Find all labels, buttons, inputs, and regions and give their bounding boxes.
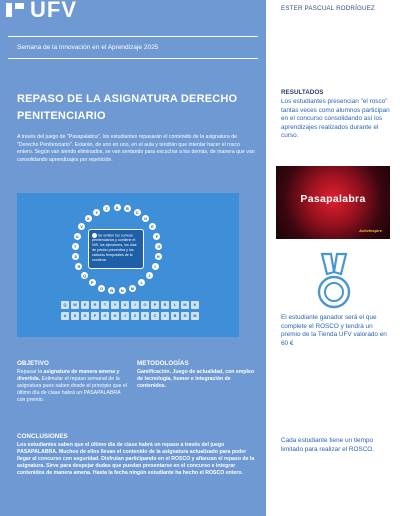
page-title: REPASO DE LA ASIGNATURA DERECHO PENITENCIARIO [17,93,238,122]
resultados-text: Los estudiantes presencian "el rosco" tantas veces como alumnos participan en el concurso consolidando así los aprendizajes realizados durante el curso. [281,98,390,140]
pasapalabra-logo-image [276,166,390,239]
keyboard-key: H [111,312,119,320]
keyboard-key: U [121,301,129,309]
ufv-logo-icon [4,1,26,19]
metodologias-heading: METODOLOGÍAS [137,360,189,367]
intro-paragraph: A través del juego de "Pasapalabra", los estudiantes repasarán el contenido de la asignatura de "Derecho Penitenciario". Estarán, de uno en uno, en el aula y tendrán que intentar hacer el rosco entero. Según van siendo eliminados, se van sentando para escuchar a los demás, de manera que van consolidando aprendizajes por repetición. [17,134,255,163]
rosco-letter: Ñ [108,287,115,294]
objetivo-body: Estimular el repaso semanal de la asignatura pues saben desde el principio que el último día de clase habrá un PASAPALABRA con premio. [17,376,127,403]
rosco-letter: X [85,215,92,222]
medal-icon [311,252,357,312]
ufv-logo [4,0,77,20]
keyboard-key: L [171,301,179,309]
rosco-letter: C [134,209,141,216]
rosco-letter: R [75,263,82,270]
rosco-letter: Y [93,209,100,216]
resultados-heading: RESULTADOS [281,89,324,96]
conclusiones-text: Los estudiantes saben que el último día de clase habrá un repaso a través del juego PASAPALABRA. Muchos de ellos llevan el contenido de la asignatura actualizado para poder llegar al concurso con seguridad. Disfrutan participando en el ROSCO y afianzan el repaso de la asignatura. Sirve para despejar dudas que puedan presentarse en el concurso e integrar contenidos de manera amena. Hasta la fecha ningún estudiante ha hecho el ROSCO entero. [17,442,255,476]
keyboard-key: N [181,312,189,320]
objetivo-text [17,369,127,404]
activinspire-logo: ActivInspire [359,228,382,233]
keyboard-key: J [121,312,129,320]
keyboard-key: S [71,312,79,320]
keyboard-key: A [61,312,69,320]
rosco-letter: I [152,263,159,270]
keyboard-key: E [81,301,89,309]
rosco-letter: Z [103,205,110,212]
rosco-letter: J [146,272,153,279]
objetivo-bold: asignatura de manera amena y divertida. [17,369,120,382]
keyboard-key: K [191,301,199,309]
clue-box [88,229,144,269]
keyboard-key: T [101,301,109,309]
header-divider-bottom [8,58,258,59]
rosco-letter: O [99,285,104,291]
keyboard-key: Y [111,301,119,309]
keyboard-key: R [91,301,99,309]
premio-text: El estudiante ganador será el que complete el ROSCO y tendrá un premio de la Tienda UFV valorado en 60 € [281,314,387,347]
keyboard-key: P [151,301,159,309]
keyboard-key: X [141,312,149,320]
objetivo-heading: OBJETIVO [17,360,49,367]
keyboard-key: I [131,301,139,309]
rosco-letter: F [153,233,160,240]
rosco-letter: L [138,279,145,286]
keyboard-key: W [71,301,79,309]
letter-bubble-icon [92,233,97,238]
keyboard-key: M [181,301,189,309]
pasapalabra-word: Pasapalabra [300,193,366,205]
keyboard-row-2 [61,312,199,320]
rosco-letter: T [72,243,79,250]
keyboard-key: O [141,301,149,309]
keyboard-key: Q [61,301,69,309]
rosco-letter: Q [83,273,87,279]
conclusiones-heading: CONCLUSIONES [17,433,68,440]
objetivo-lead: Repasar la [17,369,43,375]
rosco-letter: B [124,205,131,212]
rosco-letter: P [89,279,96,286]
rosco-letter: E [149,223,156,230]
rosco-letter: A [114,204,121,211]
rosco-letter: S [72,253,79,260]
keyboard-key: F [91,312,99,320]
header-divider-top [8,36,258,37]
keyboard-row-1 [61,301,199,309]
rosco-letter: U [74,233,81,240]
keyboard-key: Z [131,312,139,320]
author-name: ESTER PASCUAL RODRÍGUEZ [281,5,375,12]
rosco-letter: H [155,253,162,260]
rosco-letter: V [78,223,85,230]
keyboard-key: G [101,312,109,320]
keyboard-key: V [161,312,169,320]
keyboard-key: Ñ [161,301,169,309]
tiempo-text: Cada estudiante tiene un tiempo limitado para realizar el ROSCO. [281,437,375,453]
keyboard-key: D [81,312,89,320]
rosco-letter: M [130,285,135,291]
logo-text: UFV [30,0,77,22]
clue-text: Se emiten los correos penitenciarios y contiene el NIS, los ejecutores, los días de prisión preventiva y los cálculos temporales de la condena. [92,233,137,263]
rosco-letter: G [157,243,161,249]
rosco-letter: D [142,215,149,222]
keyboard-key: C [151,312,159,320]
metodologias-text: Gamificación. Juego de actualidad, con empleo de tecnología, humor e integración de contenidos. [137,369,255,389]
rosco-letter: N [119,287,126,294]
event-name: Semana de la Innovación en el Aprendizaje 2025 [17,44,159,51]
pasapalabra-game-screenshot [17,193,239,337]
keyboard-key: B [171,312,179,320]
keyboard-key: M [191,312,199,320]
